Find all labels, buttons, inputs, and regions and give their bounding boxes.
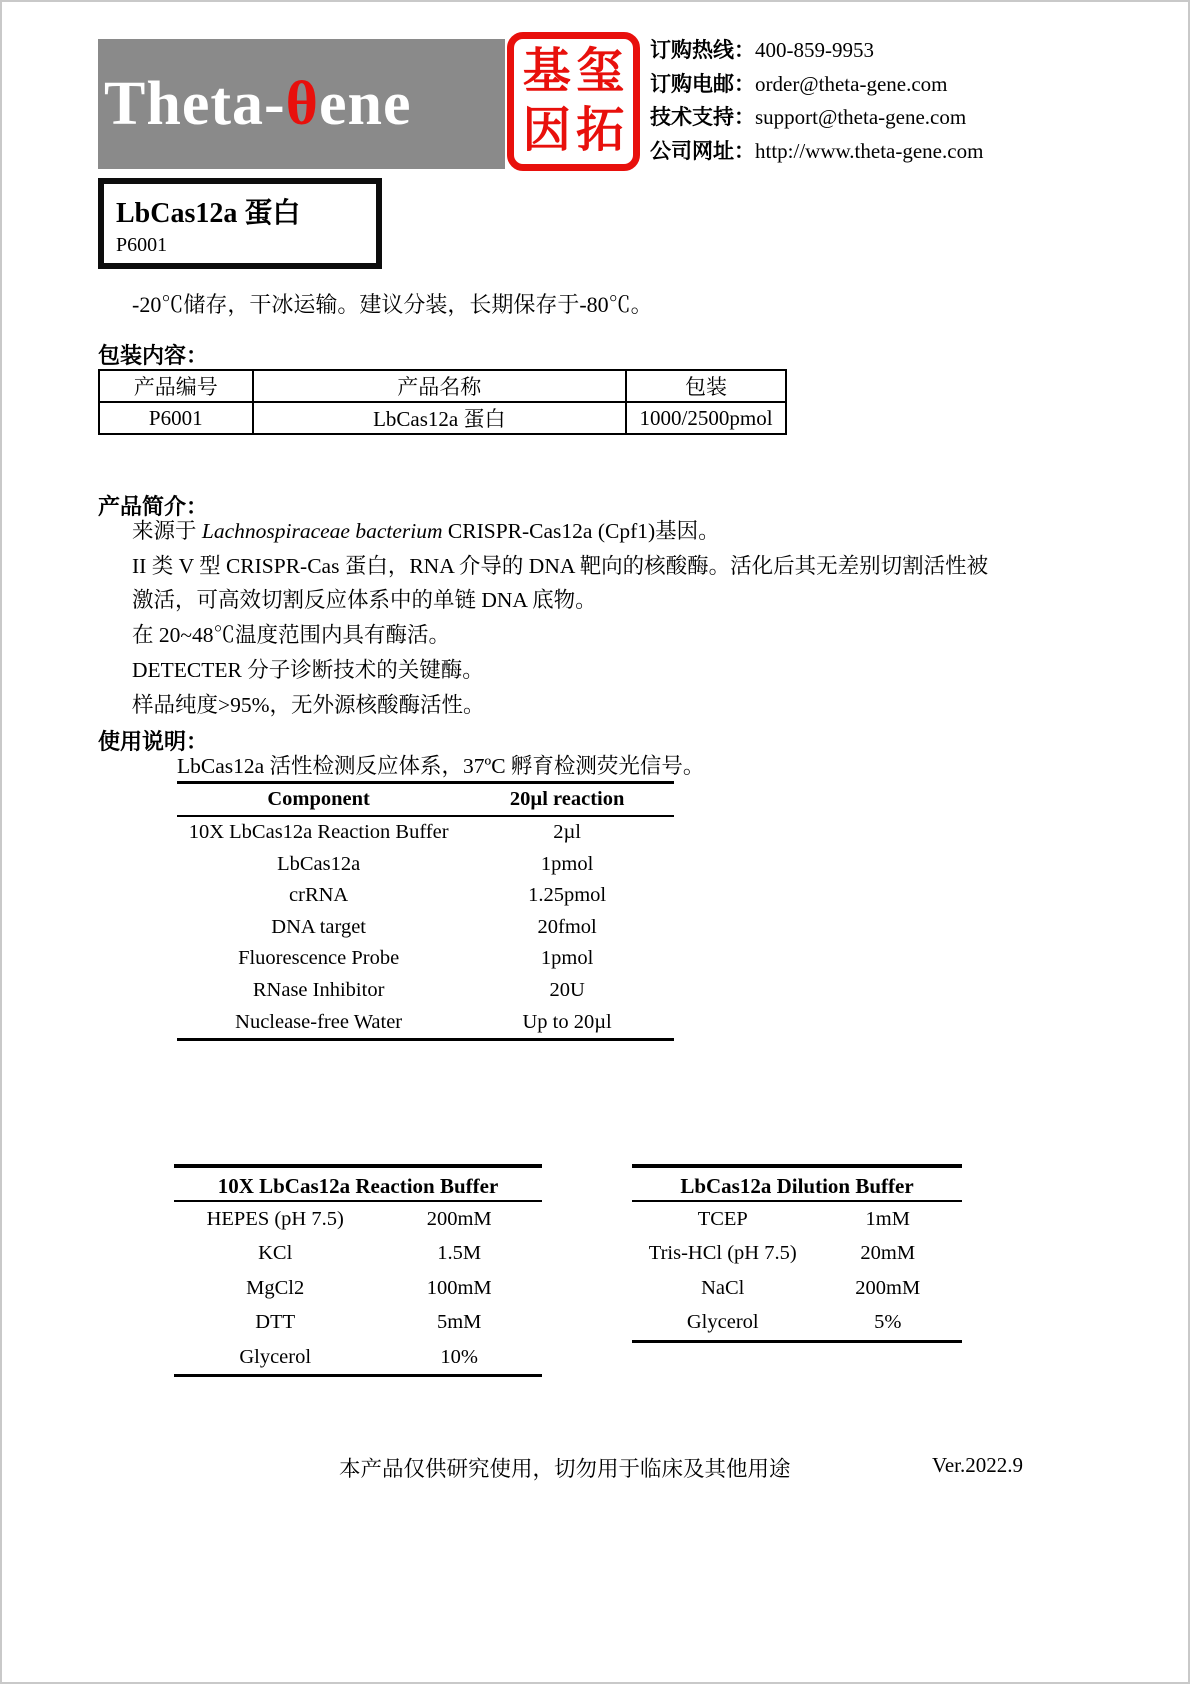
component-row (177, 943, 674, 975)
intro-source-suffix: CRISPR-Cas12a (Cpf1)基因。 (442, 519, 720, 543)
component-amount: 1pmol (540, 852, 594, 875)
reaction-buffer-body (174, 1202, 542, 1377)
buffer-component: Glycerol (239, 1345, 312, 1368)
component-amount: 2µl (553, 821, 582, 843)
dilution-buffer-title: LbCas12a Dilution Buffer (632, 1164, 962, 1202)
buffer-concentration: 10% (440, 1345, 478, 1368)
intro-line-source (132, 514, 1122, 549)
component-row (177, 1007, 674, 1039)
buffer-row (174, 1305, 542, 1339)
contact-support-email-label: 技术支持： (650, 106, 755, 129)
contact-hotline (650, 34, 983, 68)
packaging-header-row (99, 370, 786, 402)
buffer-concentration: 200mM (855, 1276, 921, 1299)
contact-order-email-label: 订购电邮： (650, 72, 755, 96)
usage-subtitle: LbCas12a 活性检测反应体系，37ºC 孵育检测荧光信号。 (177, 754, 705, 778)
component-name: Nuclease-free Water (235, 1010, 403, 1033)
buffer-row (632, 1236, 962, 1270)
contact-hotline-value: 400-859-9953 (755, 38, 874, 62)
buffer-component: Glycerol (686, 1311, 759, 1334)
packaging-col-header-size: 包装 (626, 370, 786, 402)
dilution-buffer-body (632, 1202, 962, 1343)
component-name: 10X LbCas12a Reaction Buffer (188, 821, 449, 843)
contact-website (650, 135, 983, 169)
research-use-disclaimer: 本产品仅供研究使用，切勿用于临床及其他用途 (339, 1457, 791, 1481)
contact-support-email-value: support@theta-gene.com (755, 105, 967, 129)
component-name: RNase Inhibitor (252, 978, 385, 1001)
introduction-body (132, 514, 1122, 722)
buffer-concentration: 100mM (426, 1276, 492, 1299)
buffer-row (174, 1340, 542, 1374)
buffer-concentration: 1mM (865, 1208, 910, 1230)
buffer-concentration: 20mM (860, 1242, 916, 1265)
intro-source-prefix: 来源于 (132, 519, 202, 543)
seal-char: 拓 (576, 103, 625, 157)
packaging-data-row (99, 402, 786, 434)
contact-website-value: http://www.theta-gene.com (755, 138, 984, 163)
catalog-number: P6001 (116, 234, 168, 256)
component-amount: 20fmol (537, 915, 597, 938)
contact-support-email (650, 101, 983, 135)
contact-website-label: 公司网址： (650, 139, 755, 163)
buffer-component: NaCl (701, 1276, 745, 1299)
component-amount: Up to 20µl (522, 1010, 612, 1033)
intro-line: 在 20~48℃温度范围内具有酶活。 (132, 623, 451, 648)
storage-note: -20℃储存，干冰运输。建议分装，长期保存于-80℃。 (132, 292, 653, 317)
seal-char: 基 (522, 45, 571, 99)
reaction-col-header: 20µl reaction (509, 788, 625, 810)
component-name: DNA target (271, 915, 366, 938)
logo-text-left: Theta- (104, 69, 286, 138)
buffer-concentration: 1.5M (437, 1242, 482, 1265)
buffer-component: DTT (255, 1311, 296, 1334)
buffer-row (632, 1202, 962, 1236)
component-row (177, 975, 674, 1007)
intro-line: DETECTER 分子诊断技术的关键酶。 (132, 657, 484, 682)
intro-line: 激活，可高效切割反应体系中的单链 DNA 底物。 (132, 588, 597, 613)
logo-wordmark (104, 69, 412, 140)
components-col-header: Component (267, 788, 370, 810)
buffer-row (632, 1305, 962, 1339)
component-name: crRNA (289, 884, 349, 907)
component-row (177, 849, 674, 881)
buffer-component: Tris-HCl (pH 7.5) (648, 1242, 797, 1265)
buffer-concentration: 200mM (426, 1208, 492, 1230)
intro-species-name: Lachnospiraceae bacterium (201, 519, 443, 543)
component-amount: 20U (549, 978, 585, 1001)
product-title-box (98, 178, 382, 269)
intro-line: 样品纯度>95%，无外源核酸酶活性。 (132, 692, 485, 717)
buffer-row (174, 1202, 542, 1236)
introduction-heading: 产品简介： (98, 494, 209, 519)
component-amount: 1.25pmol (528, 884, 607, 907)
buffer-concentration: 5mM (436, 1311, 482, 1334)
reaction-buffer-table (174, 1164, 542, 1377)
reaction-buffer-title: 10X LbCas12a Reaction Buffer (174, 1164, 542, 1202)
component-row (177, 817, 674, 849)
seal-char: 玺 (576, 45, 625, 99)
buffer-row (174, 1271, 542, 1305)
version-label: Ver.2022.9 (932, 1453, 1023, 1477)
buffer-component: HEPES (pH 7.5) (206, 1208, 344, 1230)
reaction-components-table (177, 781, 674, 1041)
component-name: LbCas12a (277, 852, 361, 875)
contact-info (650, 34, 983, 168)
buffer-concentration: 5% (874, 1311, 902, 1334)
seal-char: 因 (522, 103, 571, 157)
component-name: Fluorescence Probe (238, 947, 400, 970)
packaging-product-name: LbCas12a 蛋白 (253, 402, 627, 434)
packaging-heading: 包装内容： (98, 343, 209, 368)
usage-heading: 使用说明： (98, 729, 209, 754)
company-seal-stamp (507, 32, 640, 171)
component-row (177, 912, 674, 944)
logo-text-right: ene (319, 69, 412, 138)
buffer-component: TCEP (697, 1208, 748, 1230)
intro-line: II 类 V 型 CRISPR-Cas 蛋白，RNA 介导的 DNA 靶向的核酸酶。活化后其无差别切割活性被 (132, 553, 989, 578)
components-header-row (177, 781, 674, 817)
component-amount: 1pmol (540, 947, 594, 970)
contact-order-email-value: order@theta-gene.com (755, 71, 948, 96)
dilution-buffer-table (632, 1164, 962, 1343)
packaging-table (98, 369, 787, 435)
packaging-col-header-name: 产品名称 (253, 370, 627, 402)
buffer-row (632, 1271, 962, 1305)
logo-theta-glyph: θ (285, 69, 320, 138)
buffer-component: KCl (258, 1242, 293, 1265)
packaging-col-header-sku: 产品编号 (99, 370, 253, 402)
component-row (177, 880, 674, 912)
components-body (177, 817, 674, 1041)
company-logo (98, 39, 505, 169)
buffer-row (174, 1236, 542, 1270)
product-title: LbCas12a 蛋白 (116, 198, 301, 229)
buffer-component: MgCl2 (246, 1276, 305, 1299)
contact-hotline-label: 订购热线： (650, 39, 755, 62)
packaging-size: 1000/2500pmol (626, 402, 786, 434)
contact-order-email (650, 68, 983, 102)
packaging-sku: P6001 (99, 402, 253, 434)
